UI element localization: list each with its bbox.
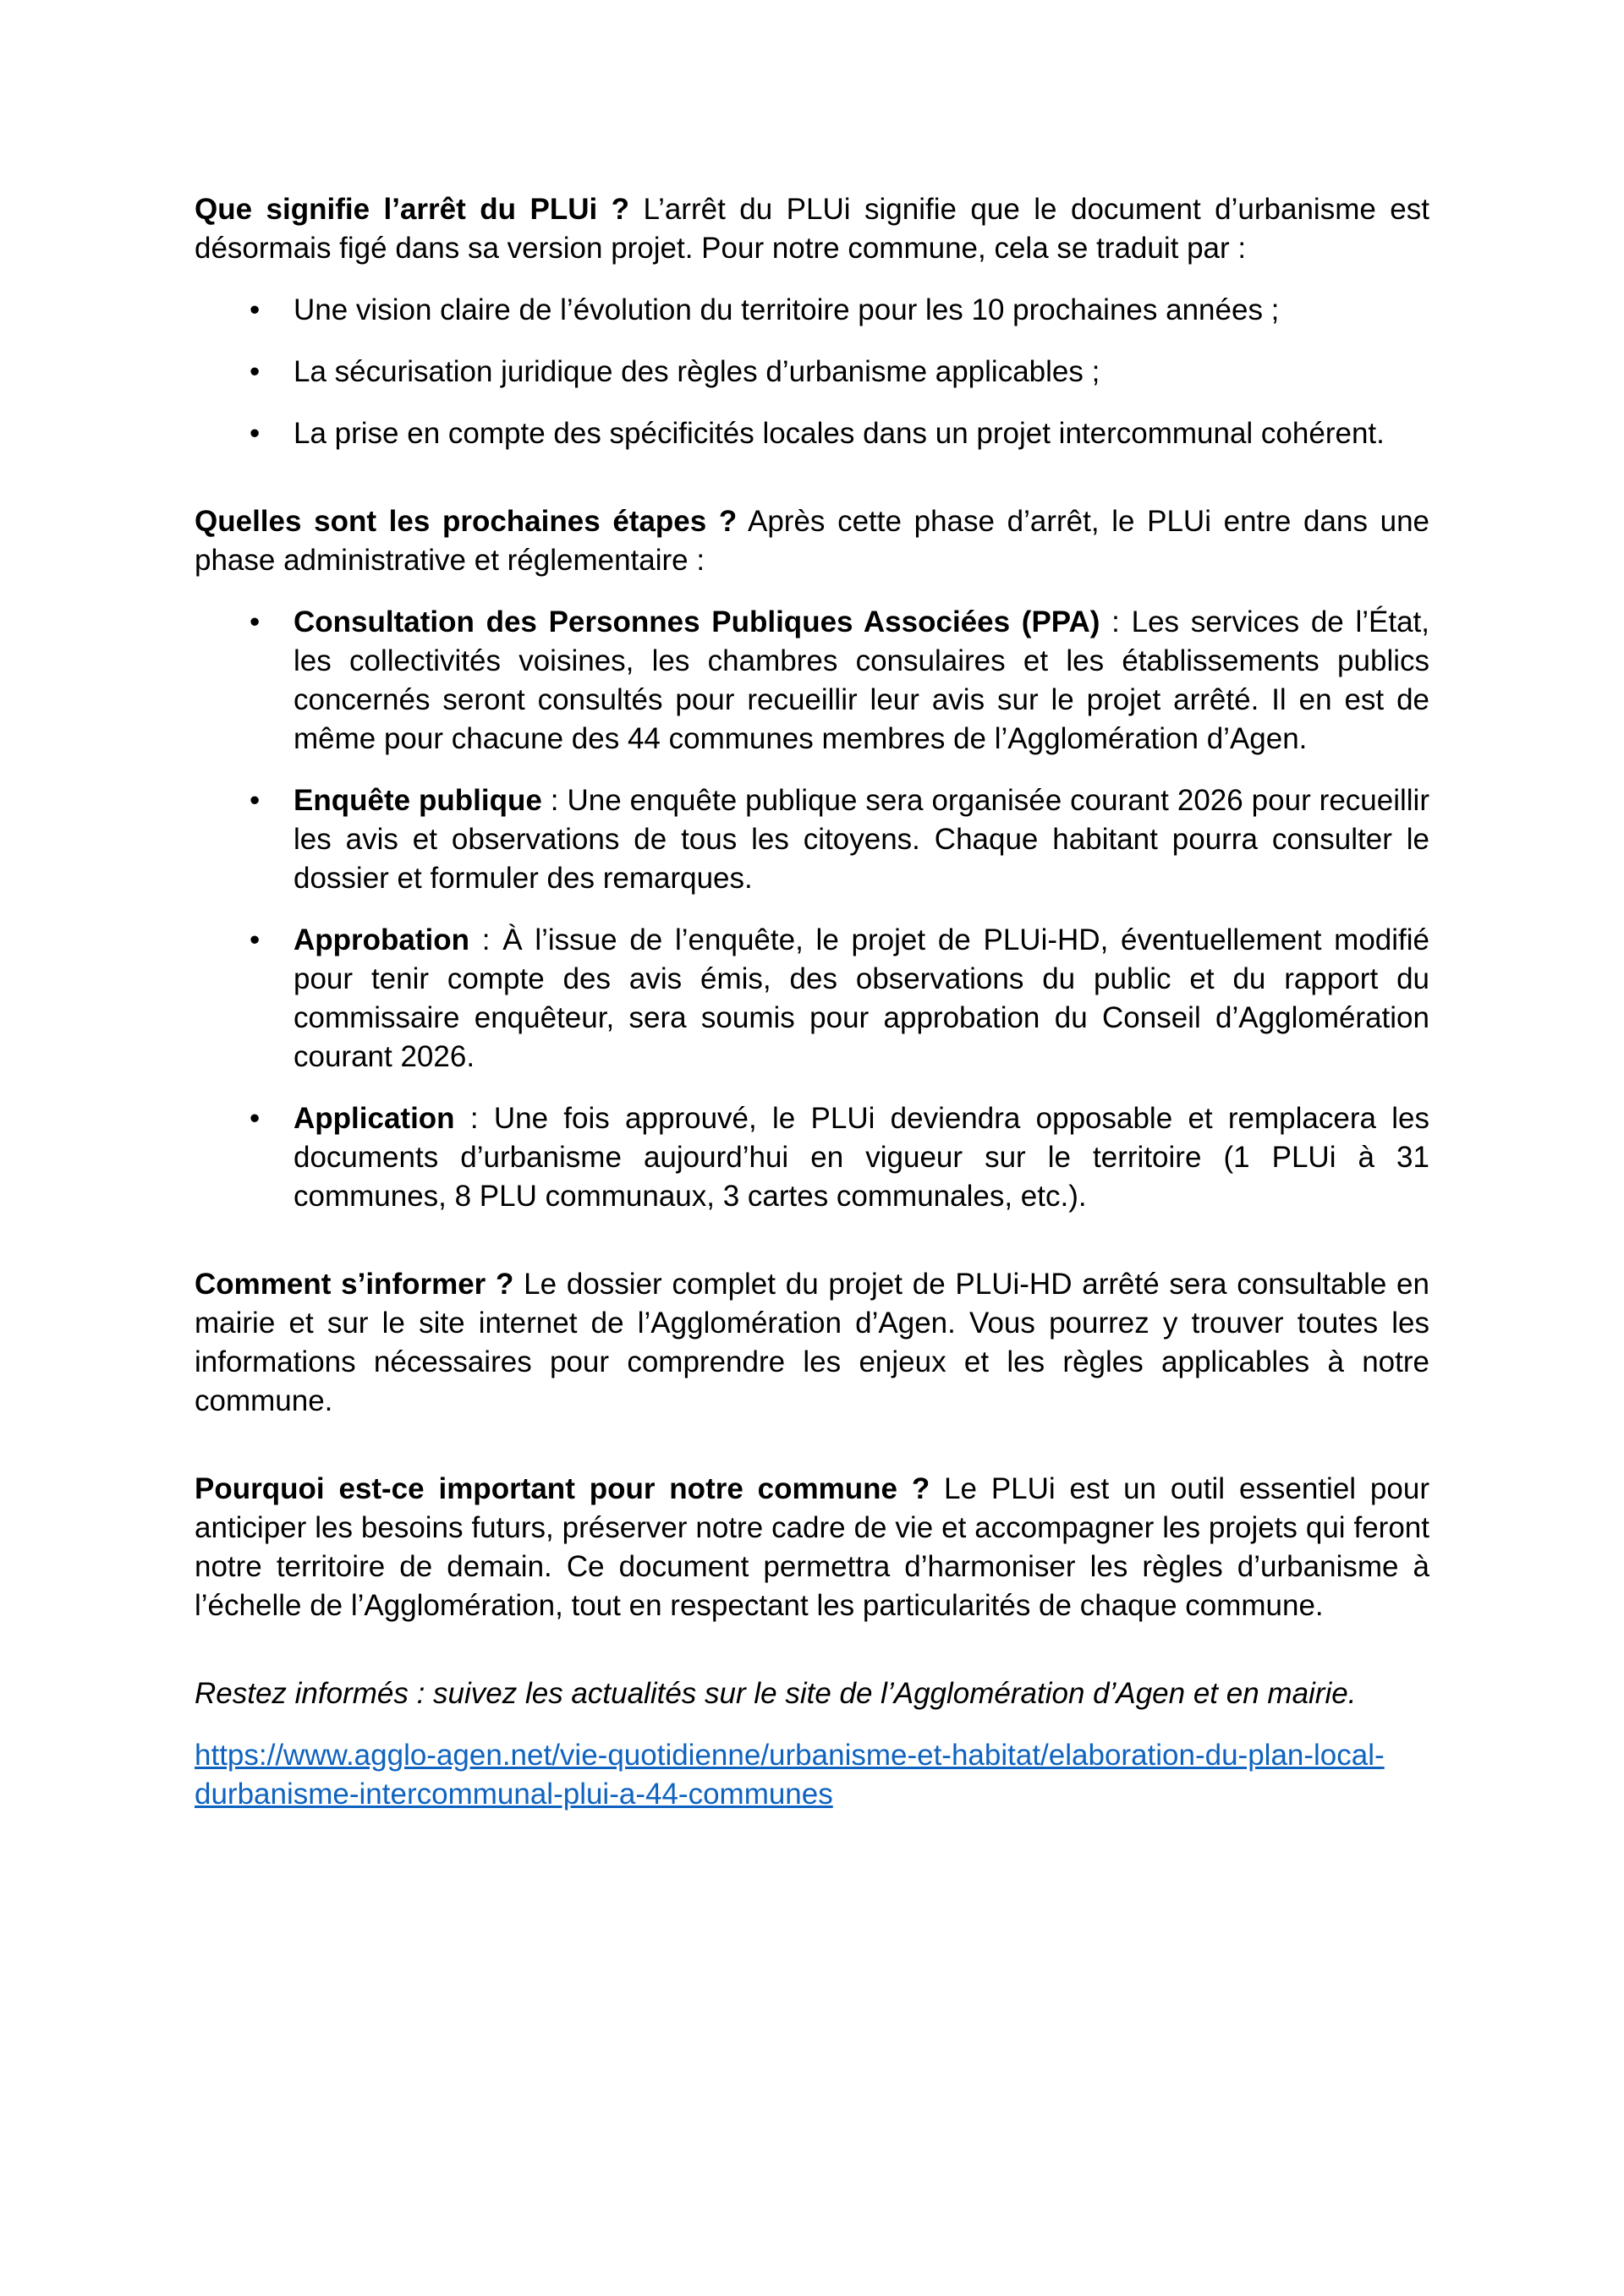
list-item-text: La prise en compte des spécificités locales dans un projet intercommunal cohérent.	[294, 417, 1385, 450]
list-item-text: Une vision claire de l’évolution du territoire pour les 10 prochaines années ;	[294, 293, 1280, 326]
list-item-lead: Application	[294, 1102, 455, 1135]
list-item-body: : À l’issue de l’enquête, le projet de PLUi-HD, éventuellement modifié pour tenir compte des avis émis, des observations du public et du rapport du commissaire enquêteur, sera soumis pour approbation du Conseil d’Agglomération courant 2026.	[294, 923, 1429, 1073]
list-item	[195, 1099, 1429, 1216]
list-item	[195, 414, 1429, 453]
paragraph-informer	[195, 1265, 1429, 1421]
agglo-agen-link[interactable]: https://www.agglo-agen.net/vie-quotidienne/urbanisme-et-habitat/elaboration-du-plan-local-durbanisme-intercommunal-plui-a-44-communes	[195, 1739, 1385, 1811]
list-item	[195, 603, 1429, 759]
list-item	[195, 921, 1429, 1077]
paragraph-informer-heading: Comment s’informer ?	[195, 1268, 514, 1301]
paragraph-arret-plui	[195, 190, 1429, 268]
list-item-lead: Approbation	[294, 923, 470, 956]
paragraph-important-heading: Pourquoi est-ce important pour notre commune ?	[195, 1472, 930, 1505]
notice-italic: Restez informés : suivez les actualités sur le site de l’Agglomération d’Agen et en mairie.	[195, 1677, 1357, 1710]
list-item-lead: Consultation des Personnes Publiques Associées (PPA)	[294, 606, 1100, 638]
bullet-icon: •	[250, 293, 261, 326]
paragraph-important	[195, 1470, 1429, 1625]
bullet-icon: •	[250, 784, 261, 817]
bullet-icon: •	[250, 355, 261, 388]
paragraph-etapes	[195, 502, 1429, 580]
paragraph-arret-plui-body: L’arrêt du PLUi signifie que le document d’urbanisme est désormais figé dans sa version projet. Pour notre commune, cela se traduit par :	[195, 193, 1429, 265]
list-item-body: : Une fois approuvé, le PLUi deviendra opposable et remplacera les documents d’urbanisme aujourd’hui en vigueur sur le territoire (1 PLUi à 31 communes, 8 PLU communaux, 3 cartes communales, etc.).	[294, 1102, 1429, 1213]
list-item	[195, 353, 1429, 392]
list-item-body: : Les services de l’État, les collectivités voisines, les chambres consulaires et les établissements publics concernés seront consultés pour recueillir leur avis sur le projet arrêté. Il en est de même pour chacune des 44 communes membres de l’Agglomération d’Agen.	[294, 606, 1429, 755]
paragraph-etapes-heading: Quelles sont les prochaines étapes ?	[195, 505, 738, 538]
list-item	[195, 291, 1429, 330]
list-item-text	[294, 923, 1429, 1073]
list-item-text	[294, 784, 1429, 895]
list-item-lead: Enquête publique	[294, 784, 542, 817]
list-item	[195, 781, 1429, 898]
list-item-body: : Une enquête publique sera organisée courant 2026 pour recueillir les avis et observations de tous les citoyens. Chaque habitant pourra consulter le dossier et formuler des remarques.	[294, 784, 1429, 895]
list-item-text: La sécurisation juridique des règles d’urbanisme applicables ;	[294, 355, 1100, 388]
bullet-icon: •	[250, 606, 261, 638]
paragraph-informer-body: Le dossier complet du projet de PLUi-HD arrêté sera consultable en mairie et sur le site internet de l’Agglomération d’Agen. Vous pourrez y trouver toutes les informations nécessaires pour comprendre les enjeux et les règles applicables à notre commune.	[195, 1268, 1429, 1417]
list-item-text	[294, 606, 1429, 755]
bullet-icon: •	[250, 417, 261, 450]
link-paragraph	[195, 1736, 1429, 1814]
bullet-icon: •	[250, 1102, 261, 1135]
bullet-icon: •	[250, 923, 261, 956]
list-item-text	[294, 1102, 1429, 1213]
etapes-bullet-list	[195, 603, 1429, 1216]
paragraph-arret-plui-heading: Que signifie l’arrêt du PLUi ?	[195, 193, 630, 226]
paragraph-important-body: Le PLUi est un outil essentiel pour anticiper les besoins futurs, préserver notre cadre de vie et accompagner les projets qui feront notre territoire de demain. Ce document permettra d’harmoniser les règles d’urbanisme à l’échelle de l’Agglomération, tout en respectant les particularités de chaque commune.	[195, 1472, 1429, 1622]
paragraph-etapes-body: Après cette phase d’arrêt, le PLUi entre dans une phase administrative et réglementaire :	[195, 505, 1430, 577]
arret-bullet-list	[195, 291, 1429, 453]
